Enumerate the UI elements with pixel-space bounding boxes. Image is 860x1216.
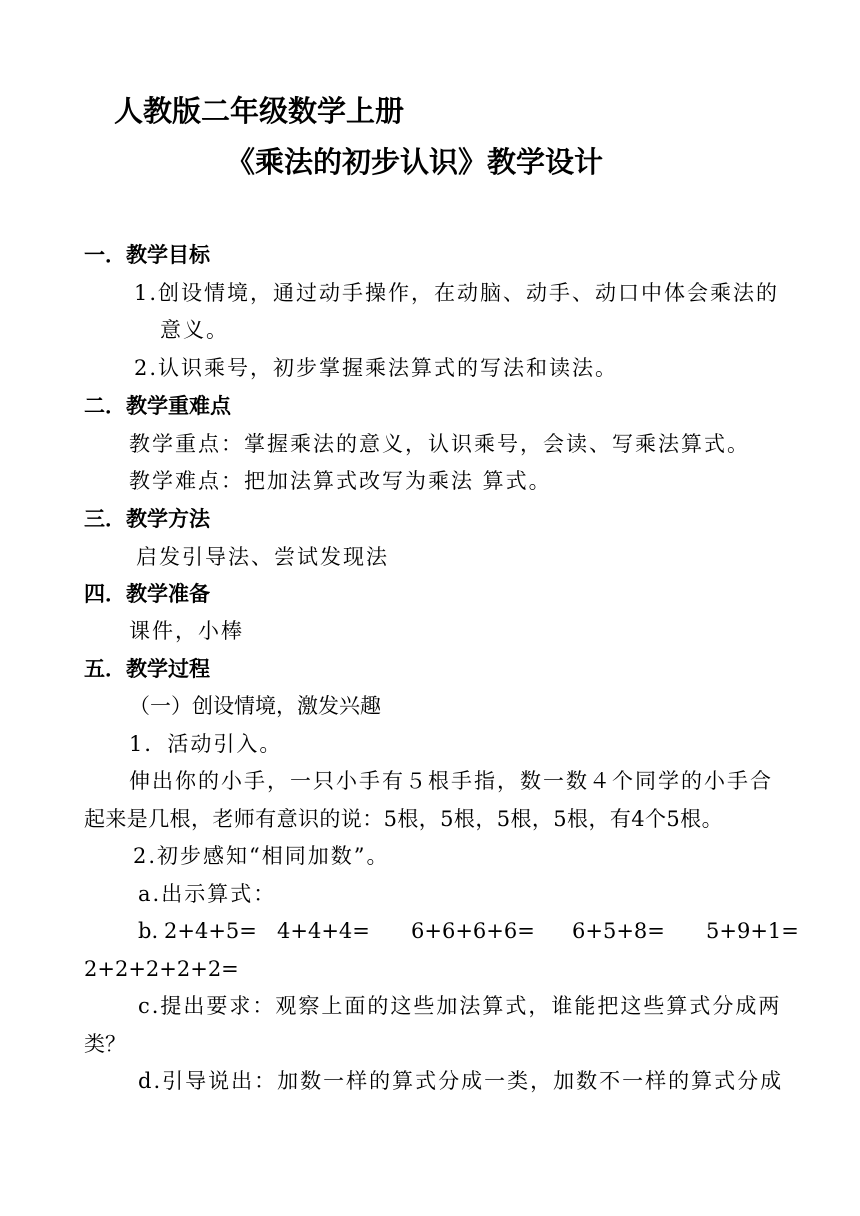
- objective-1-line-1: 1.创设情境，通过动手操作，在动脑、动手、动口中体会乘法的: [134, 281, 780, 305]
- item-d-line-1: d.引导说出：加数一样的算式分成一类，加数不一样的算式分成: [138, 1069, 784, 1093]
- item-c-line-2: 类？: [84, 1032, 126, 1056]
- equation-5: 5+9+1=: [706, 919, 799, 943]
- section-1-heading: 一．教学目标: [84, 243, 210, 267]
- item-a: a.出示算式：: [138, 882, 277, 906]
- equation-2: 4+4+4=: [277, 919, 370, 943]
- equation-3: 6+6+6+6=: [411, 919, 535, 943]
- equation-4: 6+5+8=: [572, 919, 665, 943]
- objective-2: 2.认识乘号，初步掌握乘法算式的写法和读法。: [134, 356, 619, 380]
- key-point: 教学重点：掌握乘法的意义，认识乘号，会读、写乘法算式。: [129, 432, 750, 456]
- section-3-heading: 三．教学方法: [84, 507, 210, 531]
- process-part-1: （一）创设情境，激发兴趣: [129, 694, 381, 718]
- difficult-point: 教学难点：把加法算式改写为乘法 算式。: [129, 469, 552, 493]
- objective-1-line-2: 意义。: [160, 318, 229, 342]
- process-step-2: 2.初步感知“相同加数”。: [133, 844, 390, 868]
- section-2-heading: 二．教学重难点: [84, 394, 231, 418]
- process-step-1: 1．活动引入。: [129, 732, 283, 756]
- item-b-label: b.: [138, 919, 159, 943]
- methods-text: 启发引导法、尝试发现法: [136, 545, 389, 569]
- preparation-text: 课件，小棒: [129, 619, 244, 643]
- paragraph-1-line-2: 起来是几根，老师有意识的说：5根，5根，5根，5根，有4个5根。: [84, 807, 723, 831]
- section-4-heading: 四．教学准备: [84, 582, 210, 606]
- equation-1: 2+4+5=: [164, 919, 257, 943]
- item-c-line-1: c.提出要求：观察上面的这些加法算式，谁能把这些算式分成两: [138, 994, 782, 1018]
- section-5-heading: 五．教学过程: [84, 657, 210, 681]
- title-line-2: 《乘法的初步认识》教学设计: [226, 145, 604, 179]
- paragraph-1-line-1: 伸出你的小手，一只小手有５根手指，数一数４个同学的小手合: [129, 769, 773, 793]
- title-line-1: 人教版二年级数学上册: [114, 94, 405, 128]
- equation-6: 2+2+2+2+2=: [84, 957, 239, 981]
